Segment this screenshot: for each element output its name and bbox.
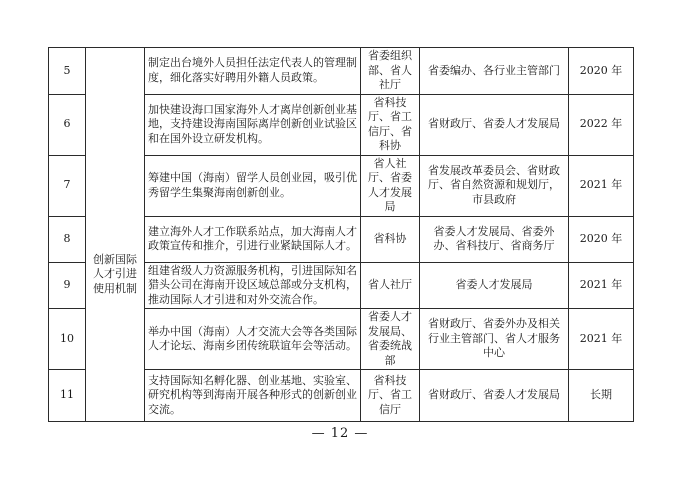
deadline-cell: 2021 年: [569, 309, 634, 370]
lead-unit-cell: 省委组织部、省人社厅: [361, 48, 420, 95]
deadline-cell: 2020 年: [569, 216, 634, 262]
task-cell: 筹建中国（海南）留学人员创业园，吸引优秀留学生集聚海南创新创业。: [145, 155, 361, 216]
row-number: 6: [49, 94, 86, 155]
category-label: 创新国际人才引进使用机制: [93, 252, 137, 295]
row-number: 8: [49, 216, 86, 262]
lead-unit-cell: 省科协: [361, 216, 420, 262]
cooperating-unit-cell: 省委人才发展局、省委外办、省科技厅、省商务厅: [420, 216, 569, 262]
task-cell: 举办中国（海南）人才交流大会等各类国际人才论坛、海南乡团传统联谊年会等活动。: [145, 309, 361, 370]
table-row: [49, 48, 634, 95]
row-number: 7: [49, 155, 86, 216]
row-number: 9: [49, 262, 86, 309]
task-cell: 组建省级人力资源服务机构，引进国际知名猎头公司在海南开设区域总部或分支机构，推动国际人才引进和对外交流合作。: [145, 262, 361, 309]
cooperating-unit-cell: 省委人才发展局: [420, 262, 569, 309]
row-number: 10: [49, 309, 86, 370]
lead-unit-cell: 省科技厅、省工信厅: [361, 370, 420, 422]
page-number: — 12 —: [311, 426, 369, 441]
row-number: 11: [49, 370, 86, 422]
deadline-cell: 2022 年: [569, 94, 634, 155]
deadline-cell: 2021 年: [569, 262, 634, 309]
deadline-cell: 长期: [569, 370, 634, 422]
category-cell: [86, 48, 145, 422]
cooperating-unit-cell: 省委编办、各行业主管部门: [420, 48, 569, 95]
lead-unit-cell: 省委人才发展局、省委统战部: [361, 309, 420, 370]
cooperating-unit-cell: 省财政厅、省委人才发展局: [420, 94, 569, 155]
cooperating-unit-cell: 省财政厅、省委外办及相关行业主管部门、省人才服务中心: [420, 309, 569, 370]
lead-unit-cell: 省人社厅: [361, 262, 420, 309]
lead-unit-cell: 省科技厅、省工信厅、省科协: [361, 94, 420, 155]
cooperating-unit-cell: 省财政厅、省委人才发展局: [420, 370, 569, 422]
task-cell: 加快建设海口国家海外人才离岸创新创业基地，支持建设海南国际离岸创新创业试验区和在国外设立研发机构。: [145, 94, 361, 155]
task-cell: 建立海外人才工作联系站点，加大海南人才政策宣传和推介，引进行业紧缺国际人才。: [145, 216, 361, 262]
policy-table: [48, 47, 634, 422]
deadline-cell: 2020 年: [569, 48, 634, 95]
cooperating-unit-cell: 省发展改革委员会、省财政厅、省自然资源和规划厅，市县政府: [420, 155, 569, 216]
task-cell: 支持国际知名孵化器、创业基地、实验室、研究机构等到海南开展各种形式的创新创业交流。: [145, 370, 361, 422]
row-number: 5: [49, 48, 86, 95]
task-cell: 制定出台境外人员担任法定代表人的管理制度，细化落实好聘用外籍人员政策。: [145, 48, 361, 95]
deadline-cell: 2021 年: [569, 155, 634, 216]
lead-unit-cell: 省人社厅、省委人才发展局: [361, 155, 420, 216]
